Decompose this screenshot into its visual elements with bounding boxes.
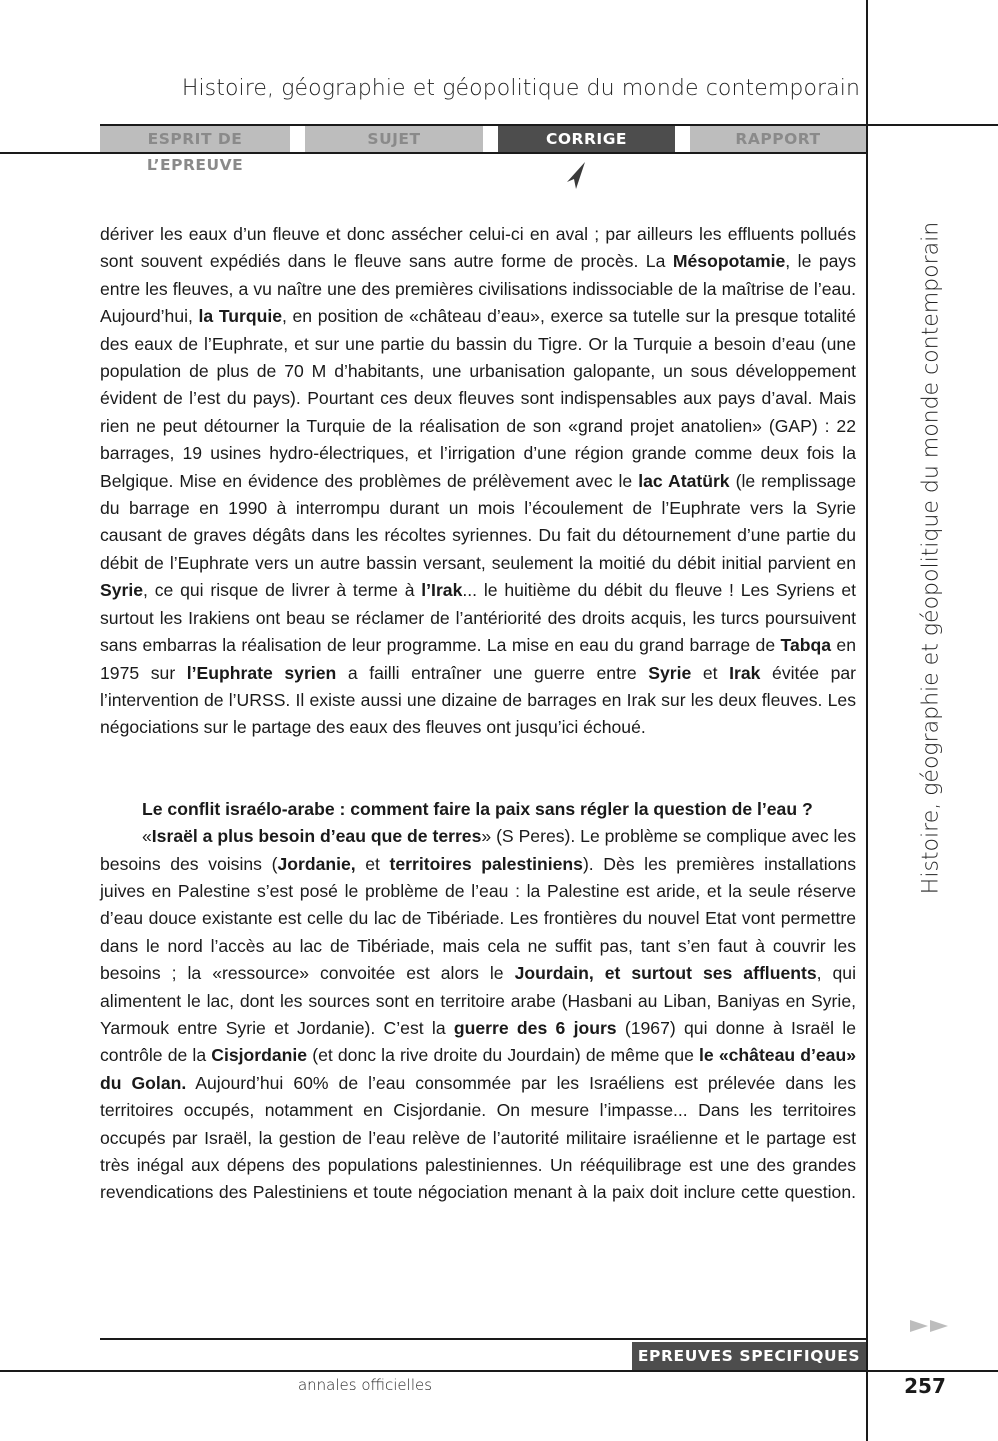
section-heading: Le conflit israélo-arabe : comment faire la paix sans régler la question de l’eau ? — [142, 798, 813, 819]
page-header-title: Histoire, géographie et géopolitique du monde contemporain — [181, 76, 860, 101]
paragraph-tigris-euphrates: dériver les eaux d’un fleuve et donc assécher celui-ci en aval ; par ailleurs les effluents pollués sont souvent expédiés dans le fleuve sans autre forme de procès. La Mésopotamie, le pays entre les fleuves, a vu naître une des premières civilisations indissociable de la maîtrise de l’eau. Aujourd’hui, la Turquie, en position de «château d’eau», exerce sa tutelle sur la presque totalité des eaux de l’Euphrate, et sur une partie du bassin du Tigre. Or la Turquie a besoin d’eau (une population de plus de 70 M d’habitants, une urbanisation galopante, un sous développement évident de l’est du pays). Pourtant ces deux fleuves sont indispensables aux pays d’aval. Mais rien ne peut détourner la Turquie de la réalisation de son «grand projet anatolien» (GAP) : 22 barrages, 19 usines hydro-électriques, et l’irrigation d’une région grande comme deux fois la Belgique. Mise en évidence des problèmes de prélèvement avec le lac Atatürk (le remplissage du barrage en 1990 à interrompu durant un mois l’écoulement de l’Euphrate vers la Syrie causant de graves dégâts dans les récoltes syriennes. Du fait du détournement d’une partie du débit de l’Euphrate vers un autre bassin versant, seulement la moitié du débit initial parvient en Syrie, ce qui risque de livrer à terme à l’Irak... le huitième du débit du fleuve ! Les Syriens et surtout les Irakiens ont beau se réclamer de l’antériorité des droits acquis, les turcs poursuivent sans embarras la réalisation de leur programme. La mise en eau du grand barrage de Tabqa en 1975 sur l’Euphrate syrien a failli entraîner une guerre entre Syrie et Irak évitée par l’intervention de l’URSS. Il existe aussi une dizaine de barrages en Irak sur les deux fleuves. Les négociations sur le partage des eaux des fleuves ont jusqu’ici échoué. — [100, 224, 856, 738]
publication-name: annales officielles — [297, 1376, 433, 1394]
tab-corrige[interactable]: CORRIGE — [498, 126, 675, 152]
next-page-icon[interactable] — [908, 1318, 952, 1334]
tabs-bottom-rule — [0, 152, 868, 154]
page-number: 257 — [904, 1374, 946, 1398]
cursor-arrow-icon — [563, 160, 589, 190]
tab-sujet[interactable]: SUJET — [305, 126, 483, 152]
vertical-margin-rule — [866, 0, 868, 1441]
article-body — [100, 221, 856, 1207]
section-label-badge: EPREUVES SPECIFIQUES — [632, 1342, 866, 1370]
content-bottom-rule — [100, 1338, 868, 1340]
tab-esprit-epreuve[interactable]: ESPRIT DE L’EPREUVE — [100, 126, 290, 152]
paragraph-israel-water: «Israël a plus besoin d’eau que de terres» (S Peres). Le problème se complique avec les besoins des voisins (Jordanie, et territoires palestiniens). Dès les premières installations juives en Palestine s’est posé le problème de l’eau : la Palestine est aride, et la seule réserve d’eau douce existante est celle du lac de Tibériade. Les frontières du nouvel Etat vont permettre dans le nord l’accès au lac de Tibériade, mais cela ne suffit pas, tant s’en faut à couvrir les besoins ; la «ressource» convoitée est alors le Jourdain, et surtout ses affluents, qui alimentent le lac, dont les sources sont en territoire arabe (Hasbani au Liban, Baniyas en Syrie, Yarmouk entre Syrie et Jordanie). C’est la guerre des 6 jours (1967) qui donne à Israël le contrôle de la Cisjordanie (et donc la rive droite du Jourdain) de même que le «château d’eau» du Golan. Aujourd’hui 60% de l’eau consommée par les Israéliens est prélevée dans les territoires occupés, notamment en Cisjordanie. On mesure l’impasse... Dans les territoires occupés par Israël, la gestion de l’eau relève de l’autorité militaire israélienne et le partage est très inégal aux dépens des populations palestiniennes. Un rééquilibrage est une des grandes revendications des Palestiniens et toute négociation menant à la paix doit inclure cette question. — [100, 826, 857, 1203]
tab-rapport[interactable]: RAPPORT — [690, 126, 866, 152]
footer-rule — [0, 1370, 998, 1372]
side-vertical-title: Histoire, géographie et géopolitique du monde contemporain — [918, 221, 944, 895]
